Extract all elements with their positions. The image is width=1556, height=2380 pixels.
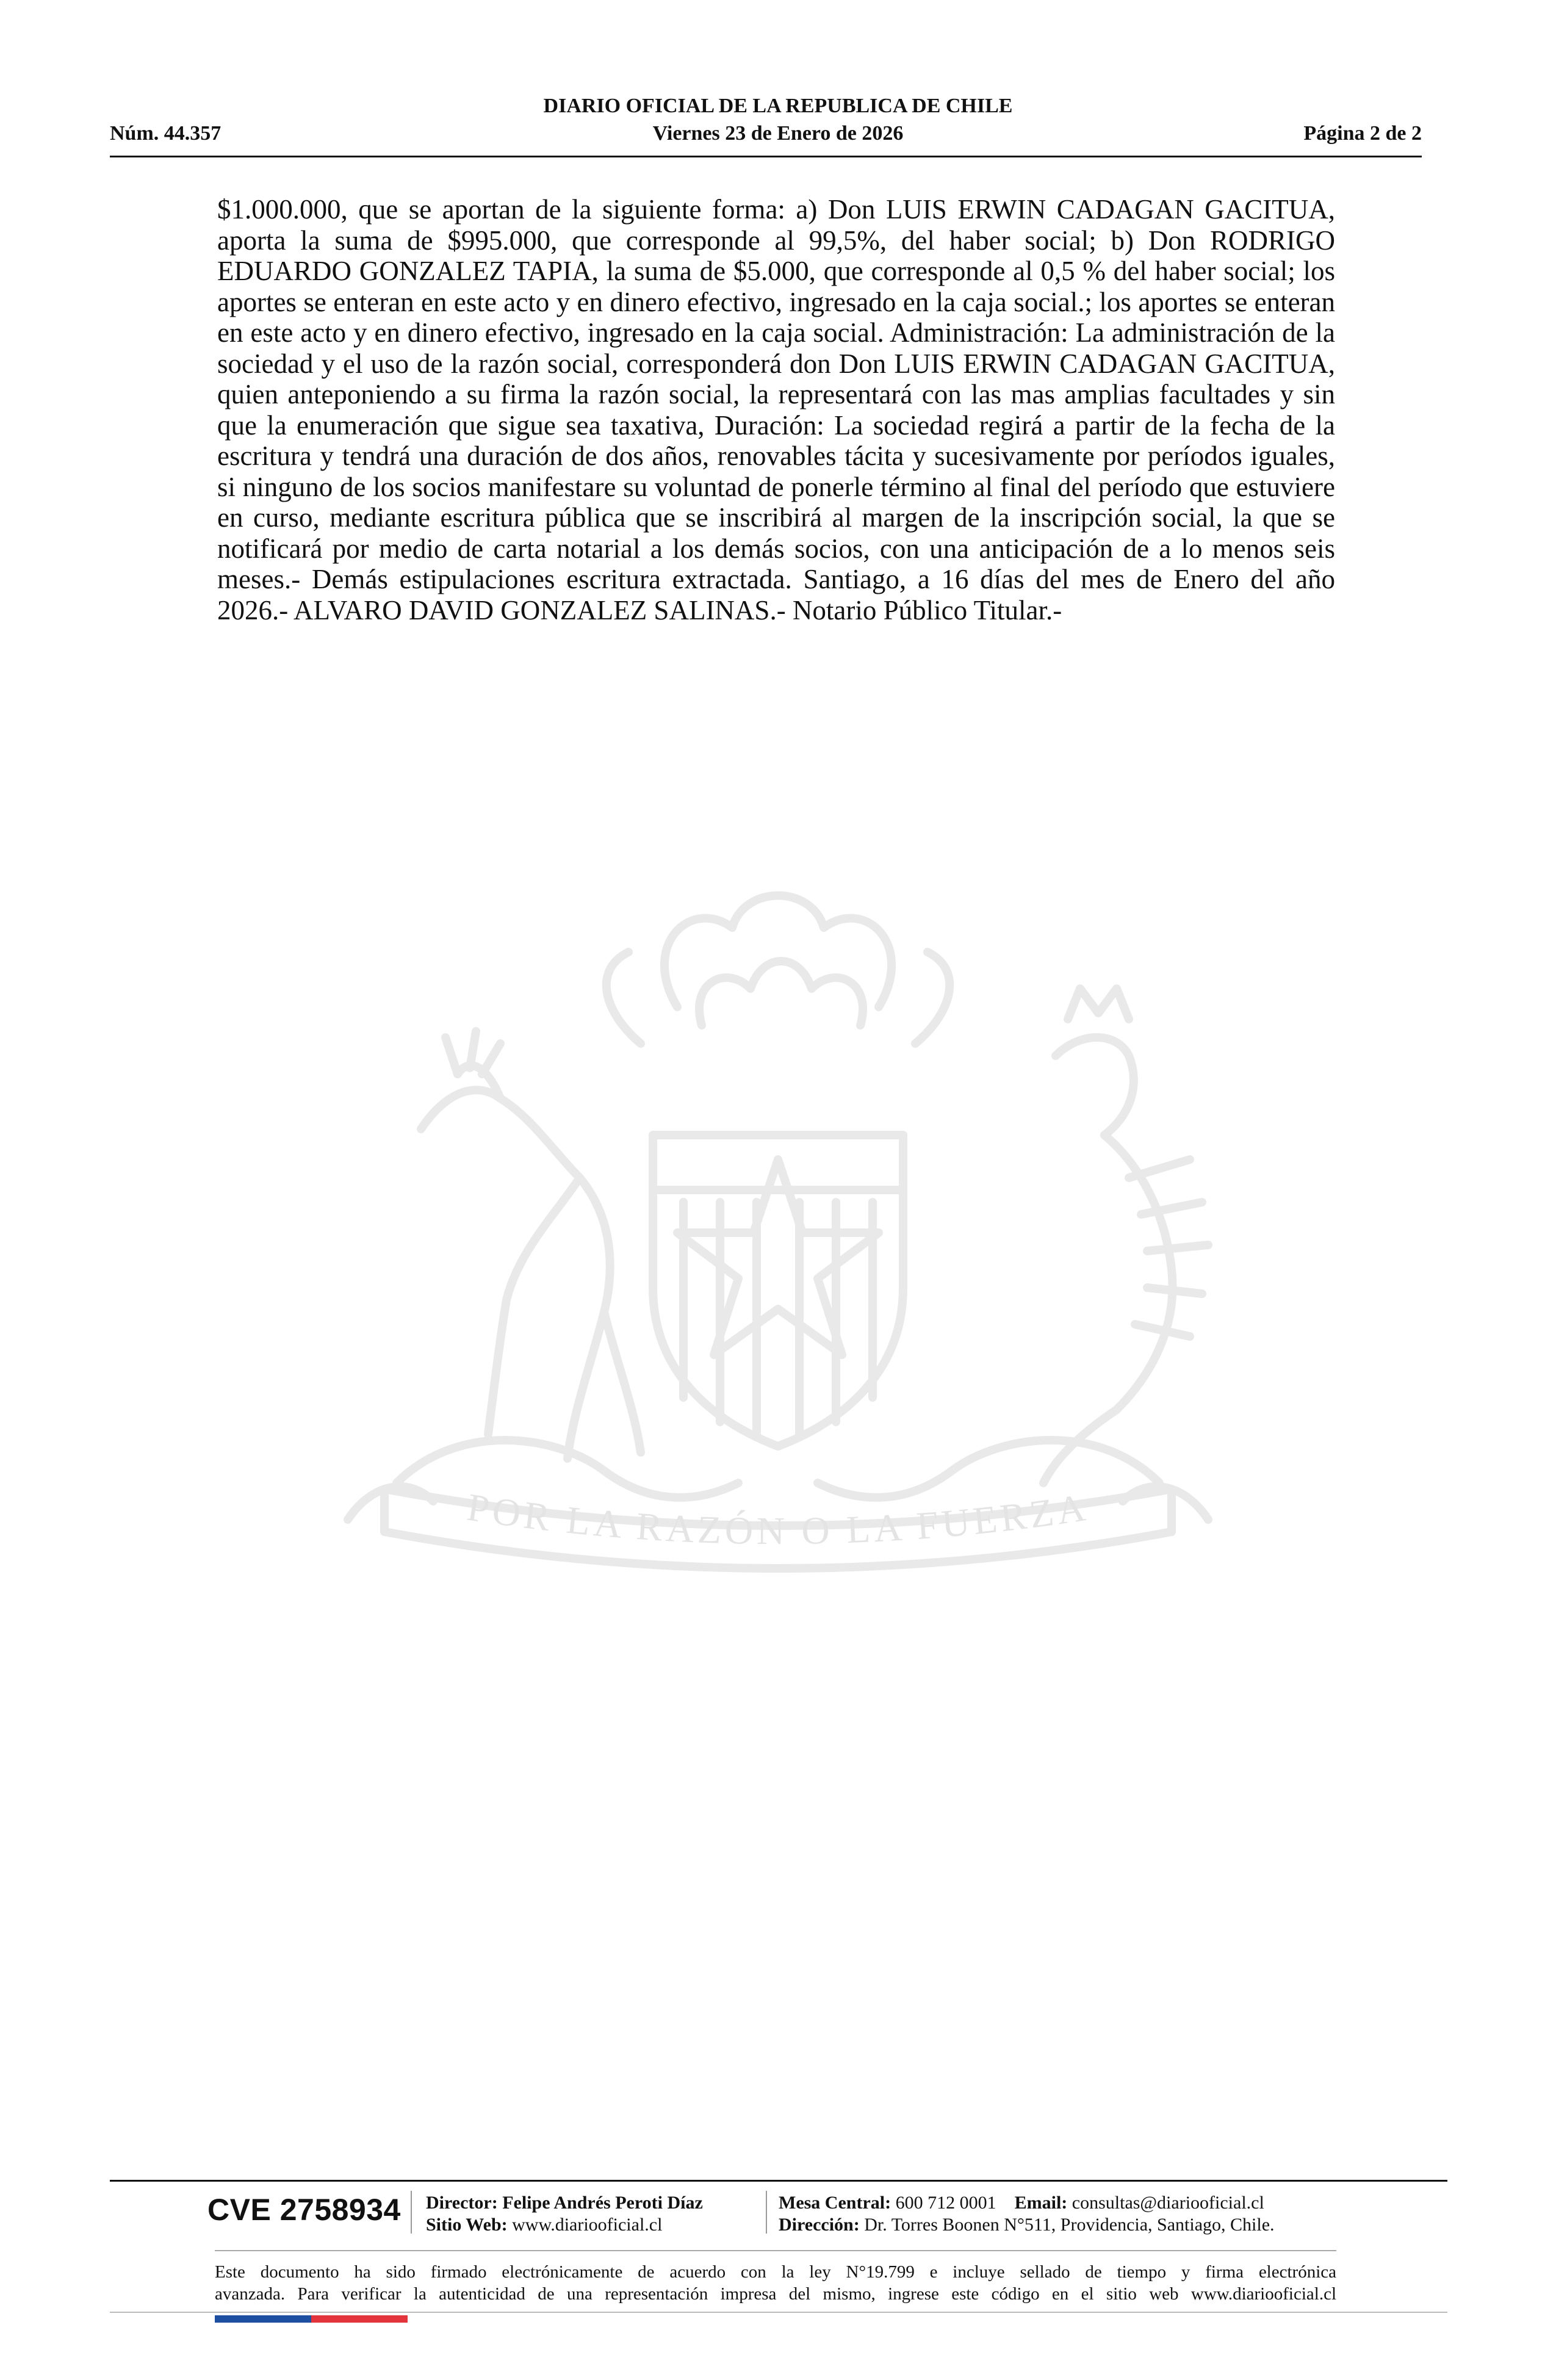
footer-contact-block (779, 2192, 1275, 2236)
mesa-label: Mesa Central: (779, 2193, 891, 2213)
flag-stripe-blue (215, 2315, 311, 2323)
mesa-phone: 600 712 0001 (895, 2193, 996, 2213)
footer-divider-top (110, 2180, 1447, 2182)
director-label: Director: (426, 2193, 498, 2213)
flag-stripe-red (311, 2315, 408, 2323)
legal-notice-line: Este documento ha sido firmado electrónicamente de acuerdo con la ley N°19.799 e incluye sellado de tiempo y firma electrónica (215, 2262, 1336, 2282)
email-label: Email: (1014, 2193, 1068, 2213)
footer-divider-bottom (110, 2312, 1447, 2313)
cve-code: CVE 2758934 (207, 2193, 401, 2227)
issue-number: Núm. 44.357 (110, 122, 222, 145)
address-value: Dr. Torres Boonen N°511, Providencia, Santiago, Chile. (864, 2215, 1275, 2235)
footer-separator (411, 2191, 412, 2234)
notice-body: $1.000.000, que se aportan de la siguiente forma: a) Don LUIS ERWIN CADAGAN GACITUA, aporta la suma de $995.000, que corresponde al 99,5%, del haber social; b) Don RODRIGO EDUARDO GONZALEZ TAPIA, la suma de $5.000, que corresponde al 0,5 % del haber social; los aportes se enteran en este acto y en dinero efectivo, ingresado en la caja social.; los aportes se enteran en este acto y en dinero efectivo, ingresado en la caja social. Administración: La administración de la sociedad y el uso de la razón social, corresponderá don Don LUIS ERWIN CADAGAN GACITUA, quien anteponiendo a su firma la razón social, la representará con las mas amplias facultades y sin que la enumeración que sigue sea taxativa, Duración: La sociedad regirá a partir de la fecha de la escritura y tendrá una duración de dos años, renovables tácita y sucesivamente por períodos iguales, si ninguno de los socios manifestare su voluntad de ponerle término al final del período que estuviere en curso, mediante escritura pública que se inscribirá al margen de la inscripción social, la que se notificará por medio de carta notarial a los demás socios, con una anticipación de a lo menos seis meses.- Demás estipulaciones escritura extractada. Santiago, a 16 días del mes de Enero del año 2026.- ALVARO DAVID GONZALEZ SALINAS.- Notario Público Titular.- (217, 194, 1335, 626)
footer-separator (766, 2191, 767, 2234)
issue-date: Viernes 23 de Enero de 2026 (652, 122, 904, 145)
page-indicator: Página 2 de 2 (1303, 122, 1422, 145)
legal-notice (215, 2261, 1336, 2305)
email-link[interactable]: consultas@diariooficial.cl (1072, 2193, 1264, 2213)
director-name: Felipe Andrés Peroti Díaz (502, 2193, 703, 2213)
footer-divider-mid (215, 2250, 1336, 2251)
header-divider (110, 156, 1422, 157)
svg-text:POR LA RAZÓN O LA FUERZA (464, 1485, 1092, 1552)
website-link[interactable]: www.diariooficial.cl (512, 2215, 663, 2235)
watermark-motto: POR LA RAZÓN O LA FUERZA (464, 1485, 1092, 1553)
publication-title: DIARIO OFICIAL DE LA REPUBLICA DE CHILE (543, 95, 1013, 117)
address-label: Dirección: (779, 2215, 860, 2235)
legal-notice-line: avanzada. Para verificar la autenticidad de una representación impresa del mismo, ingrese este código en el sitio web www.diariooficial.cl (215, 2284, 1336, 2304)
website-label: Sitio Web: (426, 2215, 508, 2235)
coat-of-arms-watermark-icon (214, 873, 1342, 1684)
footer-director-block (426, 2192, 703, 2236)
